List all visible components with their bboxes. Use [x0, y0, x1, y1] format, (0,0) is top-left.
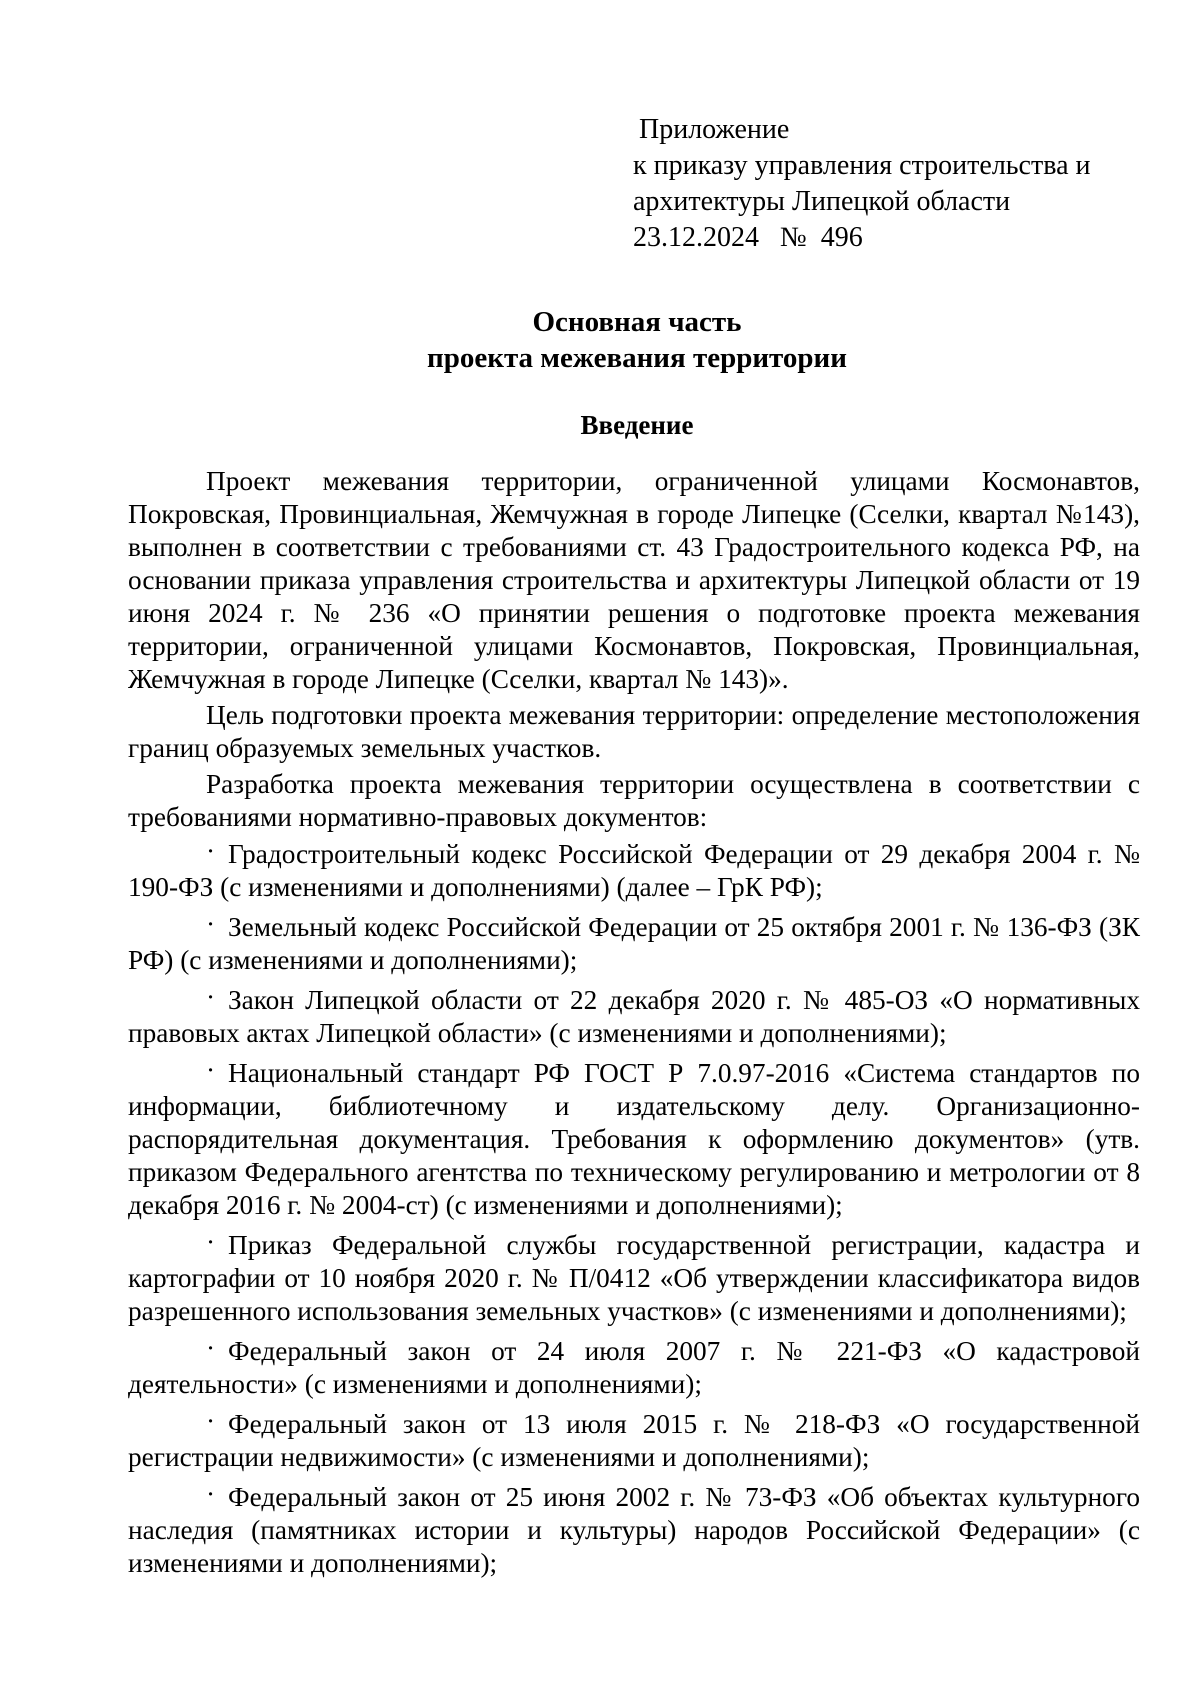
list-item-text: Федеральный закон от 25 июня 2002 г. № 73-ФЗ «Об объектах культурного наследия (памятниках истории и культуры) народов Российской Федерации» (с изменениями и дополнениями);	[128, 1482, 1140, 1578]
document-body	[128, 465, 1140, 1587]
bullet-icon: ·	[206, 1479, 216, 1509]
list-item	[128, 1229, 1140, 1328]
list-item-text: Федеральный закон от 13 июля 2015 г. № 218-ФЗ «О государственной регистрации недвижимости» (с изменениями и дополнениями);	[128, 1409, 1140, 1472]
title-line: проекта межевания территории	[427, 342, 847, 374]
appendix-date-number: 23.12.2024 № 496	[633, 222, 863, 253]
list-item	[128, 838, 1140, 904]
list-item-text: Федеральный закон от 24 июля 2007 г. № 221-ФЗ «О кадастровой деятельности» (с изменениями и дополнениями);	[128, 1336, 1140, 1399]
list-item-text: Земельный кодекс Российской Федерации от 25 октября 2001 г. № 136-ФЗ (ЗК РФ) (с изменениями и дополнениями);	[128, 912, 1140, 975]
list-item-text: Национальный стандарт РФ ГОСТ Р 7.0.97-2016 «Система стандартов по информации, библиотечному и издательскому делу. Организационно-распорядительная документация. Требования к оформлению документов» (утв. приказом Федерального агентства по техническому регулированию и метрологии от 8 декабря 2016 г. № 2004-ст) (с изменениями и дополнениями);	[128, 1058, 1140, 1220]
list-item	[128, 984, 1140, 1050]
paragraph: Проект межевания территории, ограниченной улицами Космонавтов, Покровская, Провинциальная, Жемчужная в городе Липецке (Сселки, квартал №143), выполнен в соответствии с требованиями ст. 43 Градостроительного кодекса РФ, на основании приказа управления строительства и архитектуры Липецкой области от 19 июня 2024 г. № 236 «О принятии решения о подготовке проекта межевания территории, ограниченной улицами Космонавтов, Покровская, Провинциальная, Жемчужная в городе Липецке (Сселки, квартал № 143)».	[128, 466, 1140, 694]
list-item-text: Градостроительный кодекс Российской Федерации от 29 декабря 2004 г. № 190-ФЗ (с изменениями и дополнениями) (далее – ГрК РФ);	[128, 839, 1140, 902]
list-item	[128, 1408, 1140, 1474]
appendix-header	[633, 112, 1153, 256]
bullet-icon: ·	[206, 1227, 216, 1257]
bullet-icon: ·	[206, 982, 216, 1012]
appendix-line: архитектуры Липецкой области	[633, 186, 1011, 217]
list-item-text: Приказ Федеральной службы государственной регистрации, кадастра и картографии от 10 ноября 2020 г. № П/0412 «Об утверждении классификатора видов разрешенного использования земельных участков» (с изменениями и дополнениями);	[128, 1230, 1140, 1326]
bullet-icon: ·	[206, 909, 216, 939]
paragraph: Цель подготовки проекта межевания территории: определение местоположения границ образуемых земельных участков.	[128, 700, 1140, 763]
bullet-icon: ·	[206, 1333, 216, 1363]
title-line: Основная часть	[532, 306, 742, 338]
paragraph: Разработка проекта межевания территории осуществлена в соответствии с требованиями нормативно-правовых документов:	[128, 769, 1140, 832]
list-item	[128, 911, 1140, 977]
bullet-icon: ·	[206, 1055, 216, 1085]
list-item	[128, 1057, 1140, 1222]
list-item	[128, 1335, 1140, 1401]
bullet-icon: ·	[206, 1406, 216, 1436]
bullet-icon: ·	[206, 836, 216, 866]
list-item	[128, 1481, 1140, 1580]
appendix-line: к приказу управления строительства и	[633, 150, 1091, 181]
appendix-line: Приложение	[639, 114, 790, 145]
document-title	[0, 304, 1200, 376]
regulations-list	[128, 838, 1140, 1580]
list-item-text: Закон Липецкой области от 22 декабря 2020 г. № 485-ОЗ «О нормативных правовых актах Липецкой области» (с изменениями и дополнениями);	[128, 985, 1140, 1048]
section-heading: Введение	[580, 410, 694, 440]
